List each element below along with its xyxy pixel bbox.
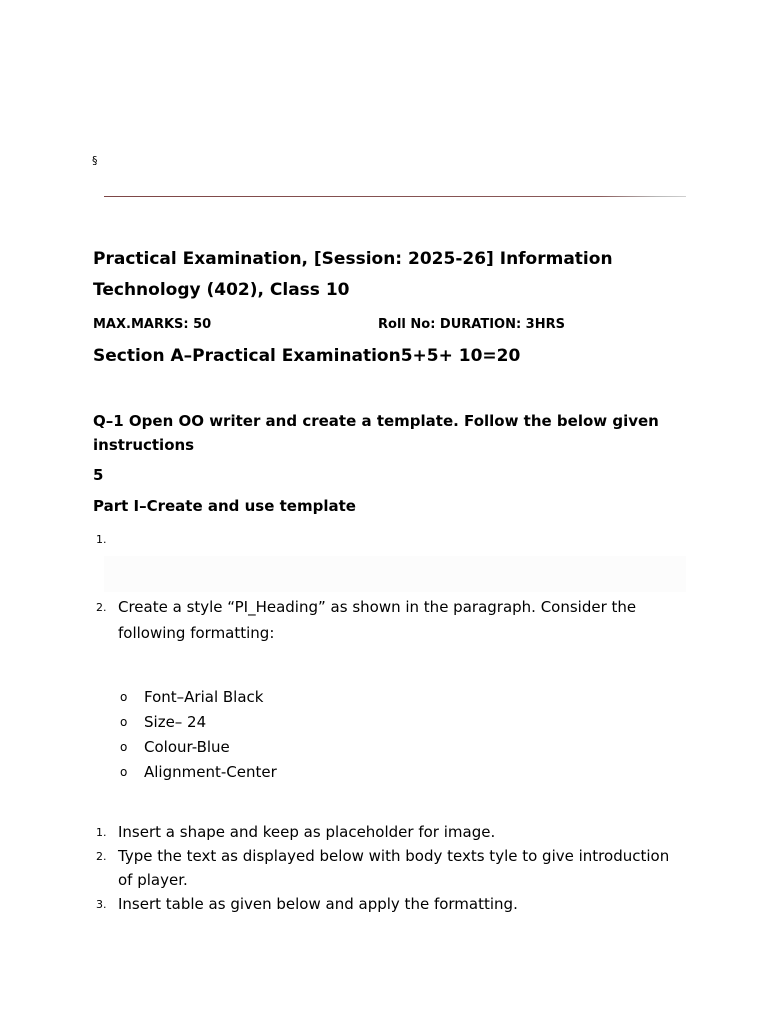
question-1-marks: 5: [93, 466, 104, 484]
bullet-text: Alignment-Center: [144, 763, 277, 781]
instruction-list: [96, 820, 696, 916]
empty-list-item-block: [104, 556, 686, 592]
list-text: Insert table as given below and apply the formatting.: [118, 895, 518, 913]
list-item-style-instruction: Create a style “PI_Heading” as shown in the paragraph. Consider the following formatting:: [118, 598, 637, 642]
section-heading: Section A–Practical Examination5+5+ 10=20: [93, 346, 521, 366]
page-title: Practical Examination, [Session: 2025-26] Information Technology (402), Class 10: [93, 249, 613, 300]
list-item: [96, 892, 696, 916]
bullet-text: Font–Arial Black: [144, 688, 264, 706]
bullet-marker: o: [120, 715, 128, 729]
bullet-marker: o: [120, 740, 128, 754]
roll-duration: Roll No: DURATION: 3HRS: [378, 317, 565, 332]
list-item: [96, 844, 696, 892]
list-number-1: 1.: [96, 533, 107, 546]
part-1-heading: Part I–Create and use template: [93, 497, 356, 515]
bullet-text: Size– 24: [144, 713, 207, 731]
bullet-text: Colour-Blue: [144, 738, 230, 756]
header-rule: [104, 196, 686, 197]
bullet-marker: o: [120, 690, 128, 704]
list-text: Type the text as displayed below with body texts tyle to give introduction of player.: [118, 847, 670, 889]
max-marks: MAX.MARKS: 50: [93, 317, 212, 332]
list-item: [96, 820, 696, 844]
list-number: 2.: [96, 850, 107, 863]
list-text: Insert a shape and keep as placeholder for image.: [118, 823, 496, 841]
list-number: 3.: [96, 898, 107, 911]
list-number-2: 2.: [96, 601, 107, 614]
list-number: 1.: [96, 826, 107, 839]
bullet-marker: o: [120, 765, 128, 779]
question-1: Q–1 Open OO writer and create a template. Follow the below given instructions: [93, 412, 659, 454]
section-marker: §: [92, 154, 98, 167]
